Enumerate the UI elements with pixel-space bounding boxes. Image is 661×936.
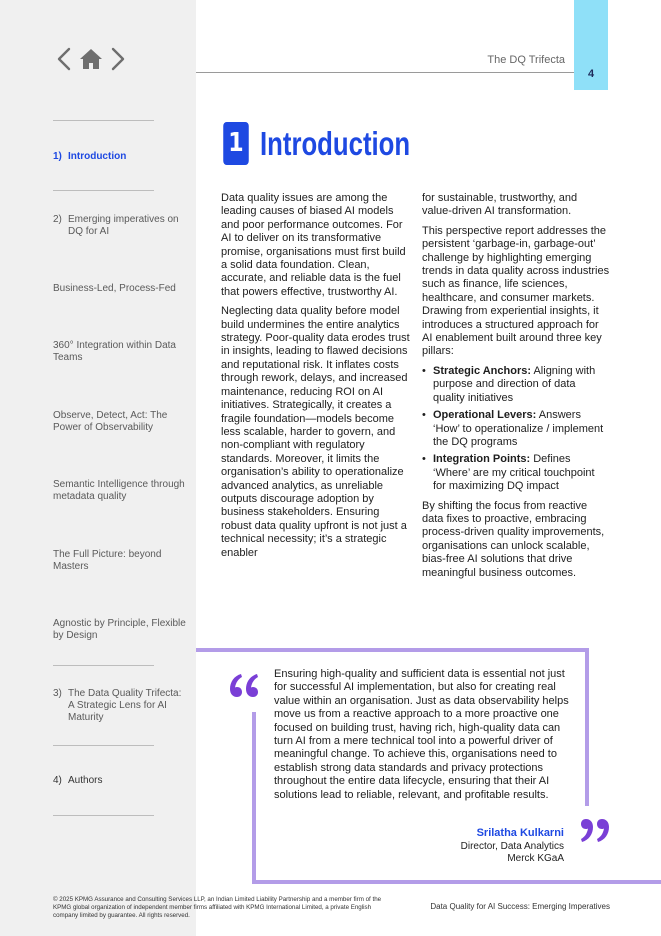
sidebar-subitem-360-integration[interactable] [53, 340, 188, 364]
pillars-list [422, 365, 610, 494]
sidebar-divider [53, 120, 154, 121]
sidebar-item-number: 4) [53, 775, 62, 786]
sidebar-divider [53, 190, 154, 191]
sidebar-item-dq-trifecta[interactable] [53, 688, 188, 724]
footer-legal: © 2025 KPMG Assurance and Consulting Services LLP, an Indian Limited Liability Partnership and a member firm of the KPMG global organization of independent member firms affiliated with KPMG International Limited, a private English company limited by guarantee. All rights reserved. [53, 896, 382, 919]
pillar-desc: Answers ‘How’ to operationalize / implement the DQ programs [433, 409, 604, 448]
sidebar-item-number: 3) [53, 688, 62, 699]
quote-author: Srilatha Kulkarni [476, 827, 564, 839]
close-quote-icon [580, 818, 610, 849]
sidebar-subitem-agnostic[interactable] [53, 618, 188, 642]
sidebar-item-number: 2) [53, 214, 62, 225]
quote-border-bottom [252, 880, 661, 884]
quote-author-organization: Merck KGaA [507, 853, 564, 864]
footer-doc-title: Data Quality for AI Success: Emerging Imperatives [430, 902, 610, 911]
sidebar-item-number: 1) [53, 151, 62, 162]
sidebar-item-authors[interactable] [53, 775, 188, 787]
sidebar-item-emerging-imperatives[interactable] [53, 214, 188, 238]
list-item [422, 365, 610, 405]
sidebar-subitem-label: Semantic Intelligence through metadata quality [53, 479, 185, 502]
chevron-right-icon[interactable] [111, 47, 125, 71]
quote-border-top [196, 648, 589, 652]
pillar-desc: Aligning with purpose and direction of data quality initiatives [433, 364, 596, 404]
pillar-term: Strategic Anchors: [433, 364, 532, 377]
quote-text: Ensuring high-quality and sufficient data is essential not just for successful AI implementation, but also for creating real value within an organisation. Just as data observability helps move us from a reactive approach to a more proactive one focused on building trust, having rich, high-quality data can turn AI from a mere technical tool into a powerful driver of meaningful change. To achieve this, organisations need to establish strong data standards and privacy protections throughout the entire data lifecycle, ensuring that their AI solutions lead to reliable, relevant, and profitable results. [274, 668, 569, 801]
sidebar-subitem-label: Observe, Detect, Act: The Power of Observability [53, 410, 168, 433]
home-icon[interactable] [79, 48, 103, 70]
chevron-left-icon[interactable] [57, 47, 71, 71]
sidebar-item-label: Emerging imperatives on DQ for AI [68, 214, 179, 237]
sidebar-subitem-label: Business-Led, Process-Fed [53, 283, 176, 294]
quote-border-left [252, 712, 256, 884]
header-rule [196, 72, 574, 73]
sidebar-subitem-full-picture[interactable] [53, 549, 188, 573]
pillar-desc: Defines ‘Where’ are my critical touchpoint for maximizing DQ impact [433, 453, 595, 493]
open-quote-icon [229, 672, 259, 703]
sidebar [0, 0, 196, 936]
section-title: Introduction [260, 125, 411, 162]
body-column-left [221, 192, 411, 566]
paragraph: This perspective report addresses the persistent ‘garbage-in, garbage-out’ challenge by highlighting emerging trends in data quality across industries such as finance, life sciences, healthcare, and consumer markets. Drawing from experiential insights, it introduces a structured approach for AI enablement built around three key pillars: [422, 224, 610, 358]
nav-controls [57, 46, 125, 72]
paragraph: Data quality issues are among the leading causes of biased AI models and poor performance outcomes. For AI to deliver on its transformative promise, organisations must first build a solid data foundation. Clean, accurate, and reliable data is the fuel that powers effective, trustworthy AI. [221, 192, 406, 298]
sidebar-item-label: Introduction [68, 151, 127, 162]
section-number-badge: 1 [223, 122, 249, 165]
sidebar-subitem-business-led[interactable] [53, 283, 188, 295]
paragraph: Neglecting data quality before model build undermines the entire analytics strategy. Poor-quality data erodes trust in insights, leading to flawed decisions and reputational risk. It inflates costs through rework, delays, and increased maintenance, reducing ROI on AI initiatives. Strategically, it creates a fragile foundation—models become less scalable, harder to govern, and non-compliant with regulatory standards. Moreover, it limits the organisation’s ability to operationalize advanced analytics, as unreliable outputs discourage adoption by business stakeholders. Ensuring robust data quality upfront is not just a technical necessity; it’s a strategic enabler [221, 305, 410, 559]
list-item [422, 409, 610, 449]
list-item [422, 453, 610, 493]
quote-author-role: Director, Data Analytics [460, 841, 564, 852]
sidebar-divider [53, 815, 154, 816]
sidebar-subitem-label: Agnostic by Principle, Flexible by Design [53, 618, 186, 641]
sidebar-subitem-semantic-intelligence[interactable] [53, 479, 188, 503]
pillar-term: Operational Levers: [433, 409, 537, 422]
sidebar-subitem-observability[interactable] [53, 410, 188, 434]
paragraph: for sustainable, trustworthy, and value-driven AI transformation. [422, 192, 578, 218]
sidebar-subitem-label: The Full Picture: beyond Masters [53, 549, 162, 572]
sidebar-subitem-label: 360° Integration within Data Teams [53, 340, 176, 363]
page-number: 4 [587, 68, 595, 80]
sidebar-item-label: Authors [68, 775, 103, 786]
body-column-right [422, 192, 610, 586]
header-title: The DQ Trifecta [487, 54, 565, 66]
sidebar-divider [53, 745, 154, 746]
sidebar-divider [53, 665, 154, 666]
sidebar-item-label: The Data Quality Trifecta: A Strategic Lens for AI Maturity [68, 688, 182, 723]
pillar-term: Integration Points: [433, 453, 531, 466]
sidebar-item-introduction[interactable] [53, 151, 188, 163]
quote-border-right [585, 648, 589, 806]
paragraph: By shifting the focus from reactive data fixes to proactive, embracing process-driven quality improvements, organisations can unlock scalable, bias-free AI solutions that drive meaningful business outcomes. [422, 499, 605, 579]
